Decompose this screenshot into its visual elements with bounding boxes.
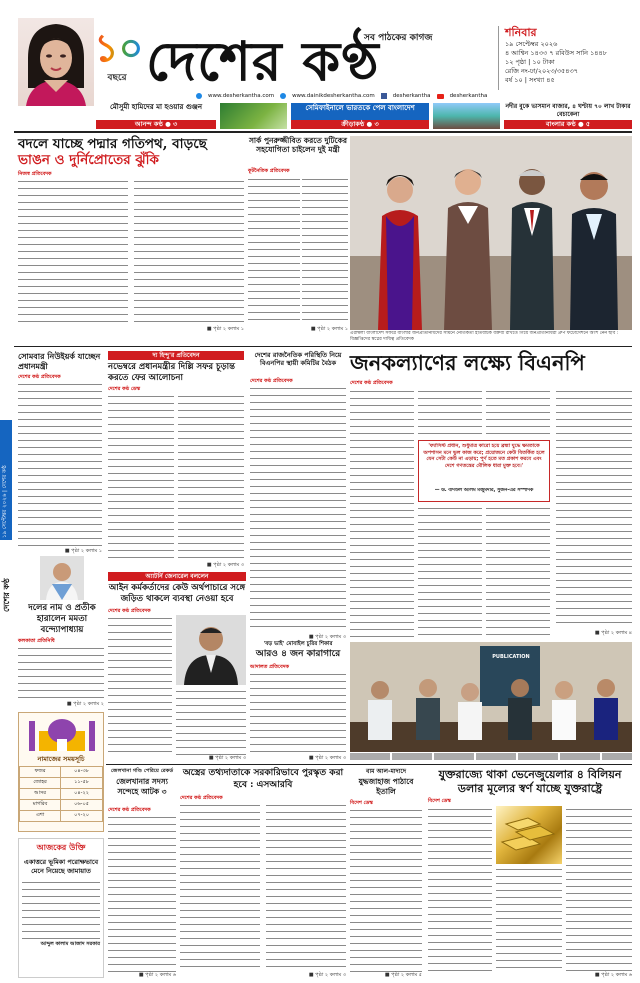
masthead-rule: [14, 131, 632, 133]
pm-nyc-body: [18, 381, 102, 547]
bnp-body-col-3: [486, 388, 550, 438]
date-panel: [498, 26, 630, 90]
prayer-title: নামাজের সময়সূচি: [37, 755, 85, 763]
prison-headline[interactable]: আরও ৪ জন কারাগারে: [255, 649, 341, 659]
gold-body-col-2: [496, 866, 562, 972]
delegation-photo[interactable]: [350, 136, 632, 330]
delhi-byline: দেশের কণ্ঠ ডেস্ক: [108, 386, 141, 392]
attorney-kicker: অ্যাটর্নি জেনারেল বললেন: [108, 572, 246, 581]
prison-body: [250, 671, 346, 755]
prayer-time: ১১-৫৮: [61, 778, 103, 789]
prayer-row: [20, 811, 103, 822]
fouls-byline: দেশের কণ্ঠ প্রতিবেদক: [108, 807, 151, 813]
masthead: [0, 0, 640, 132]
mamata-body: [18, 645, 104, 701]
quote-of-day-text: একাত্তরে ভূমিকা পরোক্ষভাবে মেনে নিয়েছে জামায়াত: [23, 858, 99, 875]
politics-headline[interactable]: দেশের রাজনৈতিক পরিস্থিতি নিয়ে বিএনপির স্থায়ী কমিটির বৈঠক: [254, 351, 342, 367]
quote-of-day-box: [18, 838, 104, 978]
attorney-photo: [176, 615, 246, 685]
teaser-photo-boats: [433, 103, 500, 129]
side-name-tab: দেশের কণ্ঠ: [2, 578, 11, 612]
attorney-byline: দেশের কণ্ঠ প্রতিবেদক: [108, 608, 151, 614]
bnp-body-col-2b: [418, 505, 482, 638]
pm-nyc-headline[interactable]: সোমবার নিউইয়র্ক যাচ্ছেন প্রধানমন্ত্রী: [18, 351, 101, 371]
bnp-continued: ■ পৃষ্ঠা ২ কলাম ৪: [594, 630, 632, 636]
lead-continued: ■ পৃষ্ঠা ২ কলাম ১: [206, 326, 244, 332]
website-link-2[interactable]: www.dainikdesherkantha.com: [292, 93, 375, 99]
prayer-name: এশা: [20, 811, 61, 822]
prayer-name: মাগরিব: [20, 800, 61, 811]
bnp-quote-attribution: — ড. বদিউল আলম মজুমদার, সুজন-এর সম্পাদক: [434, 488, 534, 493]
teaser-title: মৌসুমী হামিদের মা হওয়ার গুঞ্জন: [110, 103, 203, 111]
fouls-body: [108, 814, 176, 972]
gold-bars-photo: [496, 806, 562, 864]
attorney-body-col-1: [108, 615, 172, 755]
fouls-continued: ■ পৃষ্ঠা ২ কলাম ৬: [138, 972, 176, 978]
mamata-byline: কলকাতা প্রতিনিধি: [18, 638, 55, 644]
prayer-times-box: [18, 712, 104, 832]
teaser-card[interactable]: [291, 103, 429, 129]
lead-body-col-2: [134, 178, 244, 325]
seminar-caption: [350, 753, 632, 760]
tagline: সব পাঠকের কাগজ: [364, 33, 433, 43]
pm-nyc-continued: ■ পৃষ্ঠা ২ কলাম ১: [64, 548, 102, 554]
prison-kicker: 'বড় ভাই' মোবাইল চুরির শিকার: [263, 641, 333, 647]
bnp-body-col-4: [556, 388, 632, 628]
italy-headline[interactable]: যুদ্ধজাহাজ পাঠাবে ইতালি: [358, 777, 414, 796]
politics-body: [250, 385, 346, 633]
prayer-row: [20, 789, 103, 800]
gold-body-col-3: [566, 806, 632, 972]
attorney-continued: ■ পৃষ্ঠা ২ কলাম ৩: [208, 755, 246, 761]
teaser-photo-cricket: [220, 103, 287, 129]
globe-icon: [196, 93, 202, 99]
prayer-row: [20, 778, 103, 789]
section-rule-2: [106, 764, 632, 765]
teaser-title: সেমিফাইনালে ভারতকে পেল বাংলাদেশ: [305, 104, 415, 112]
ngo-continued: ■ পৃষ্ঠা ২ কলাম ৩: [308, 972, 346, 978]
prayer-row: [20, 767, 103, 778]
prayer-name: আসর: [20, 789, 61, 800]
youtube-icon: [437, 94, 444, 99]
teaser-section-tag: আনন্দ কণ্ঠ ● ৩: [96, 120, 216, 129]
ngo-headline[interactable]: অস্ত্রের তথ্যদাতাকে সরকারিভাবে পুরস্কৃত করা হবে : এসআরবি: [182, 768, 344, 790]
bnp-headline[interactable]: জনকল্যাণের লক্ষ্যে বিএনপি: [350, 350, 585, 375]
gold-headline[interactable]: যুক্তরাজ্যে থাকা ভেনেজুয়েলার ৪ বিলিয়ন ডলার মূল্যের স্বর্ণ যাচ্ছে যুক্তরাষ্ট্রে: [438, 768, 622, 795]
prison-byline: আদালত প্রতিবেদক: [250, 664, 289, 670]
prayer-name: ফজর: [20, 767, 61, 778]
saarc-body-col-1: [248, 176, 300, 326]
ngo-body-col-1: [180, 802, 260, 972]
bnp-quote-box: [418, 440, 550, 502]
saarc-continued: ■ পৃষ্ঠা ২ কলাম ১: [310, 326, 348, 332]
ngo-byline: দেশের কণ্ঠ প্রতিবেদক: [180, 795, 223, 801]
prayer-time: ০৪-৩৮: [61, 767, 103, 778]
gold-body-col-1: [428, 806, 492, 972]
quote-of-day-body: [22, 879, 100, 939]
teaser-section-tag: ক্রীড়াকণ্ঠ ● ৩: [291, 120, 429, 129]
italy-kicker: বাম আল-মাদাদে: [366, 768, 406, 775]
attorney-headline[interactable]: আইন কর্মকর্তাদের কেউ অর্থপাচারে সঙ্গে জড়িত থাকলে ব্যবস্থা নেওয়া হবে: [108, 583, 246, 604]
italy-byline: বিদেশ ডেস্ক: [350, 800, 373, 806]
fouls-headline[interactable]: জেলখানার সদস্য সন্দেহে আটক ৩: [116, 777, 168, 796]
prayer-table: [19, 766, 103, 822]
prayer-time: ০৭-২০: [61, 811, 103, 822]
lead-byline: নিজস্ব প্রতিবেদক: [18, 171, 52, 177]
bnp-quote: 'ফ্যাসিস্ট প্রধান, শুধুমাত্র কারো হয়ে ব্রহ্মা যুদ্ধে ক্ষমতাকে অপশাসন মনে ভুল কাজ করে; প্রয়োজনে কেউ বিতর্কিত হলে যেন সেটা কেউ না এড়ায়; পুর্ণ হতে মত প্রকাশ করবে এবং দেশে গণতন্ত্রের মৌলিক ধারা মুক্ত হবে।': [423, 443, 545, 469]
saarc-byline: কূটনৈতিক প্রতিবেদক: [248, 168, 290, 174]
date-bangla: ৪ আশ্বিন ১৪৩৩ ৭ রবিউস সানি ১৪৪৮: [505, 49, 607, 57]
prayer-time: ০৪-২২: [61, 789, 103, 800]
section-rule-1: [14, 346, 632, 347]
page-price: ১২ পৃষ্ঠা | ১০ টাকা: [505, 58, 555, 66]
politics-byline: দেশের কণ্ঠ প্রতিবেদক: [250, 378, 293, 384]
delhi-headline[interactable]: নভেম্বরে প্রধানমন্ত্রীর দিল্লি সফর চূড়ান্ত করতে ফের আলোচনা: [108, 362, 235, 383]
photo-caption: এরাম্বলী বাংলাদেশ সফরে বাংলার জনপ্রতিনিধিদের সামনে নৈতিকতা ইতিবাচক বক্তব্য রাখতে গিয়ে জনপ্রতিনিধিরা গ্রুপ ফটোসেশনে অংশ নেন ছবি : বিজ্ঞপ্তিদের স্বপ্নের দায়িত্ব প্রতিবেদক: [350, 331, 619, 342]
globe-icon: [280, 93, 286, 99]
quote-of-day-attribution: আব্দুল কালাম আজাদ সরকার: [40, 941, 100, 947]
delhi-body-col-2: [178, 393, 244, 561]
lead-headline[interactable]: বদলে যাচ্ছে পদ্মার গতিপথ, বাড়ছে ভাঙন ও দুর্নিপ্রোতের ঝুঁকি: [18, 136, 207, 168]
facebook-icon: [381, 93, 387, 99]
prayer-name: জোহর: [20, 778, 61, 789]
teaser-section-tag: বাংলার কণ্ঠ ● ৫: [504, 120, 632, 129]
teaser-title: নদীর বুকে ভাসমান বাজার, ৪ ঘণ্টায় ৭০ লাখ টাকার বেচাকেনা: [505, 103, 631, 118]
links-row: [196, 91, 496, 101]
quote-of-day-title: আজকের উক্তি: [36, 843, 86, 852]
mamata-continued: ■ পৃষ্ঠা ২ কলাম ২: [66, 701, 104, 707]
prayer-time: ০৬-০৫: [61, 800, 103, 811]
issue-number: বর্ষ ১০ | সংখ্যা ৪৫: [505, 76, 555, 84]
newspaper-name: দেশের কণ্ঠ: [146, 29, 380, 93]
delhi-body-col-1: [108, 393, 174, 561]
registration: রেজি নং-ঢা/২০২৩/৩৫৪৩৭: [505, 67, 578, 75]
italy-continued: ■ পৃষ্ঠা ২ কলাম ৫: [384, 972, 422, 978]
italy-body: [350, 807, 422, 972]
anniversary-logo: [94, 26, 144, 90]
website-link-1[interactable]: www.desherkantha.com: [208, 93, 275, 99]
pm-nyc-byline: দেশের কণ্ঠ প্রতিবেদক: [18, 374, 61, 380]
ngo-body-col-2: [266, 802, 346, 972]
delhi-continued: ■ পৃষ্ঠা ২ কলাম ৩: [206, 562, 244, 568]
mamata-headline[interactable]: দলের নাম ও প্রতীক হারালেন মমতা বন্দ্যোপাধ্যায়: [28, 603, 96, 635]
politics-continued: ■ পৃষ্ঠা ২ কলাম ৩: [308, 634, 346, 640]
bnp-body-col-2: [418, 388, 482, 438]
date-english: ১৯ সেপ্টেম্বর ২০২৬: [505, 40, 558, 48]
teaser-card[interactable]: [504, 103, 632, 129]
bnp-body-col-1: [350, 388, 414, 638]
gold-continued: ■ পৃষ্ঠা ২ কলাম ৬: [594, 972, 632, 978]
anniversary-label: বছরে: [107, 73, 127, 83]
delhi-kicker: দ্য হিন্দু'র প্রতিবেদন: [108, 351, 244, 360]
mamata-photo: [40, 556, 84, 600]
bnp-body-col-3b: [486, 505, 550, 638]
lead-body-col-1: [18, 178, 128, 325]
publication-banner: PUBLICATION: [492, 654, 530, 660]
actress-portrait: [18, 18, 94, 106]
saarc-headline[interactable]: সার্ক পুনরুজ্জীবিত করতে দুটিকের সহযোগিতা চাইলেন দুই মন্ত্রী: [248, 136, 348, 154]
mosque-icon: [19, 713, 103, 753]
prison-continued: ■ পৃষ্ঠা ২ কলাম ৩: [308, 755, 346, 761]
fouls-kicker: জেলখানা গণ্ডি পেরিয়ে রেকর্ড: [110, 768, 174, 774]
anniversary-number: ১০: [94, 26, 144, 70]
prayer-row: [20, 800, 103, 811]
side-date-tab: ১৯ সেপ্টেম্বর ২০২৬ | দেশের কণ্ঠ: [0, 420, 12, 540]
gold-byline: বিদেশ ডেস্ক: [428, 798, 451, 804]
saarc-body-col-2: [302, 176, 348, 326]
attorney-body-col-2: [176, 688, 246, 755]
facebook-link[interactable]: desherkantha: [392, 93, 431, 99]
bnp-byline: দেশের কণ্ঠ প্রতিবেদক: [350, 380, 393, 386]
teaser-strip: [96, 103, 632, 129]
weekday: শনিবার: [505, 26, 537, 39]
teaser-card[interactable]: [96, 103, 216, 129]
seminar-photo[interactable]: [350, 642, 632, 752]
youtube-link[interactable]: desherkantha: [449, 93, 488, 99]
